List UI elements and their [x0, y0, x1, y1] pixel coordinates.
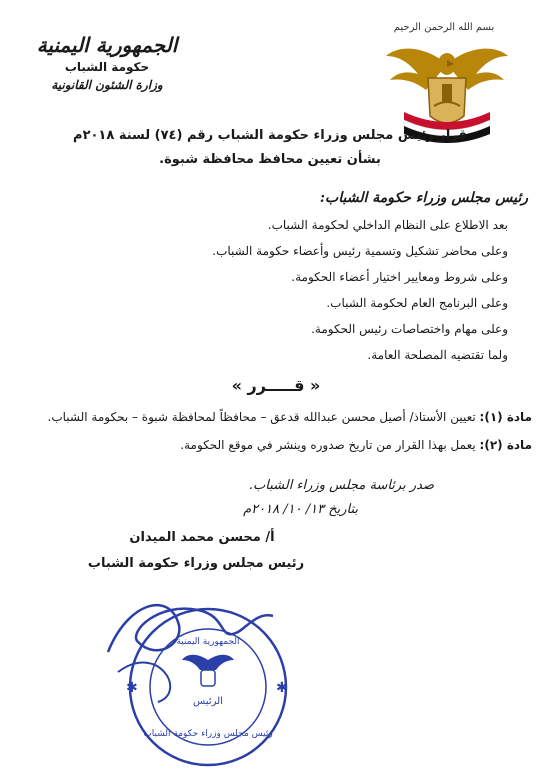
recital-item: وعلى مهام واختصاصات رئيس الحكومة.: [311, 322, 508, 336]
signatory-name: أ/ محسن محمد الميدان: [129, 530, 275, 545]
stamp-center-text: الرئيس: [193, 696, 223, 707]
official-stamp-icon: [98, 582, 298, 772]
opening-line: رئيس مجلس وزراء حكومة الشباب:: [319, 190, 528, 206]
article-label: مادة (٢):: [479, 438, 532, 452]
ministry-name: وزارة الشئون القانونية: [51, 78, 163, 92]
basmala-text: بسم الله الرحمن الرحيم: [393, 22, 495, 33]
article-label: مادة (١):: [479, 410, 532, 424]
issue-date: بتاريخ ١٣/ ١٠/ ٢٠١٨م: [243, 502, 358, 517]
svg-text:✱: ✱: [276, 680, 288, 696]
decision-title: قرار رئيس مجلس وزراء حكومة الشباب رقم (٧٤) لسنة ٢٠١٨م: [73, 128, 467, 143]
article-text: يعمل بهذا القرار من تاريخ صدوره وينشر في موقع الحكومة.: [180, 438, 476, 452]
government-name: حكومة الشباب: [64, 60, 150, 74]
letterhead: [32, 32, 182, 94]
issued-line: صدر برئاسة مجلس وزراء الشباب.: [248, 478, 434, 493]
recital-item: وعلى محاضر تشكيل وتسمية رئيس وأعضاء حكومة الشباب.: [212, 244, 508, 258]
recital-item: وعلى البرنامج العام لحكومة الشباب.: [326, 296, 508, 310]
article-1: [12, 410, 532, 424]
republic-name: الجمهورية اليمنية: [36, 33, 178, 57]
recital-item: بعد الاطلاع على النظام الداخلي لحكومة الشباب.: [267, 218, 508, 232]
recital-item: ولما تقتضيه المصلحة العامة.: [367, 348, 508, 362]
article-2: [12, 438, 532, 452]
stamp-ring-text: رئيس مجلس وزراء حكومة الشباب: [143, 729, 273, 739]
stamp-top-text: الجمهورية اليمنية: [176, 637, 240, 647]
decision-subject: بشأن تعيين محافظ محافظة شبوة.: [159, 152, 381, 167]
svg-text:✱: ✱: [126, 680, 138, 696]
recital-item: وعلى شروط ومعايير اختيار أعضاء الحكومة.: [291, 270, 508, 284]
article-text: تعيين الأستاذ/ أصيل محسن عبدالله قدعق – محافظاً لمحافظة شبوة – بحكومة الشباب.: [47, 410, 476, 424]
signatory-title: رئيس مجلس وزراء حكومة الشباب: [87, 556, 305, 571]
decree-heading: « قـــــرر »: [231, 376, 321, 395]
